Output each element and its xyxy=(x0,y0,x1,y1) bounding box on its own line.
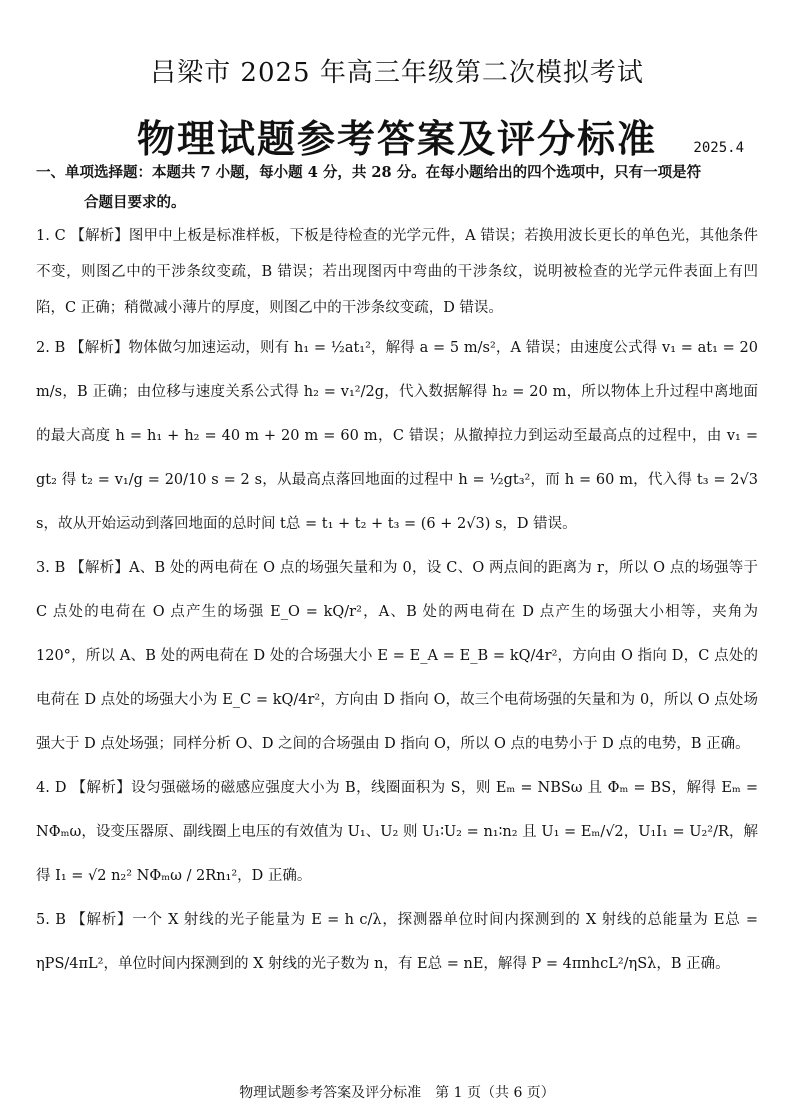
section-line-1: 一、单项选择题：本题共 7 小题，每小题 4 分，共 28 分。在每小题给出的四个选项中，只有一项是符 xyxy=(36,164,702,181)
answer-item-5: 5. B 【解析】一个 X 射线的光子能量为 E = h c/λ，探测器单位时间内探测到的 X 射线的总能量为 E总 = ηPS/4πL²，单位时间内探测到的 X 射线的光子数为 n，有 E总 = nE，解得 P = 4πnhcL²/ηSλ，B 正确。 xyxy=(36,912,758,972)
exam-date: 2025.4 xyxy=(693,140,744,156)
content xyxy=(36,158,758,986)
answer-item-1: 1. C 【解析】图甲中上板是标准样板，下板是待检查的光学元件，A 错误；若换用波长更长的单色光，其他条件不变，则图乙中的干涉条纹变疏，B 错误；若出现图丙中弯曲的干涉条纹，说明被检查的光学元件表面上有凹陷，C 正确；稍微减小薄片的厚度，则图乙中的干涉条纹变疏，D 错误。 xyxy=(36,228,758,316)
section-heading xyxy=(36,158,758,218)
section-line-2: 合题目要求的。 xyxy=(84,194,186,211)
exam-title: 吕梁市 2025 年高三年级第二次模拟考试 xyxy=(150,58,644,88)
page-footer: 物理试题参考答案及评分标准 第 1 页（共 6 页） xyxy=(239,1085,555,1101)
answer-item-2: 2. B 【解析】物体做匀加速运动，则有 h₁ = ½at₁²，解得 a = 5 m/s²，A 错误；由速度公式得 v₁ = at₁ = 20 m/s，B 正确；由位移与速度关系公式得 h₂ = v₁²/2g，代入数据解得 h₂ = 20 m，所以物体上升过程中离地面的最大高度 h = h₁ + h₂ = 40 m + 20 m = 60 m，C 错误；从撤掉拉力到运动至最高点的过程中，由 v₁ = gt₂ 得 t₂ = v₁/g = 20/10 s = 2 s，从最高点落回地面的过程中 h = ½gt₃²，而 h = 60 m，代入得 t₃ = 2√3 s，故从开始运动到落回地面的总时间 t总 = t₁ + t₂ + t₃ = (6 + 2√3) s，D 错误。 xyxy=(36,340,758,532)
document-title: 物理试题参考答案及评分标准 xyxy=(136,116,657,161)
answer-item-3: 3. B 【解析】A、B 处的两电荷在 O 点的场强矢量和为 0，设 C、O 两点间的距离为 r，所以 O 点的场强等于 C 点处的电荷在 O 点产生的场强 E_O = kQ/r²，A、B 处的两电荷在 D 点产生的场强大小相等，夹角为 120°，所以 A、B 处的两电荷在 D 处的合场强大小 E = E_A = E_B = kQ/4r²，方向由 O 指向 D，C 点处的电荷在 D 点处的场强大小为 E_C = kQ/4r²，方向由 D 指向 O，故三个电荷场强的矢量和为 0，所以 O 点处场强大于 D 点处场强；同样分析 O、D 之间的合场强由 D 指向 O，所以 O 点的电势小于 D 点的电势，B 正确。 xyxy=(36,560,758,752)
answer-item-4: 4. D 【解析】设匀强磁场的磁感应强度大小为 B，线圈面积为 S，则 Eₘ = NBSω 且 Φₘ = BS，解得 Eₘ = NΦₘω，设变压器原、副线圈上电压的有效值为 U₁、U₂ 则 U₁∶U₂ = n₁∶n₂ 且 U₁ = Eₘ/√2，U₁I₁ = U₂²/R，解得 I₁ = √2 n₂² NΦₘω / 2Rn₁²，D 正确。 xyxy=(36,780,758,884)
